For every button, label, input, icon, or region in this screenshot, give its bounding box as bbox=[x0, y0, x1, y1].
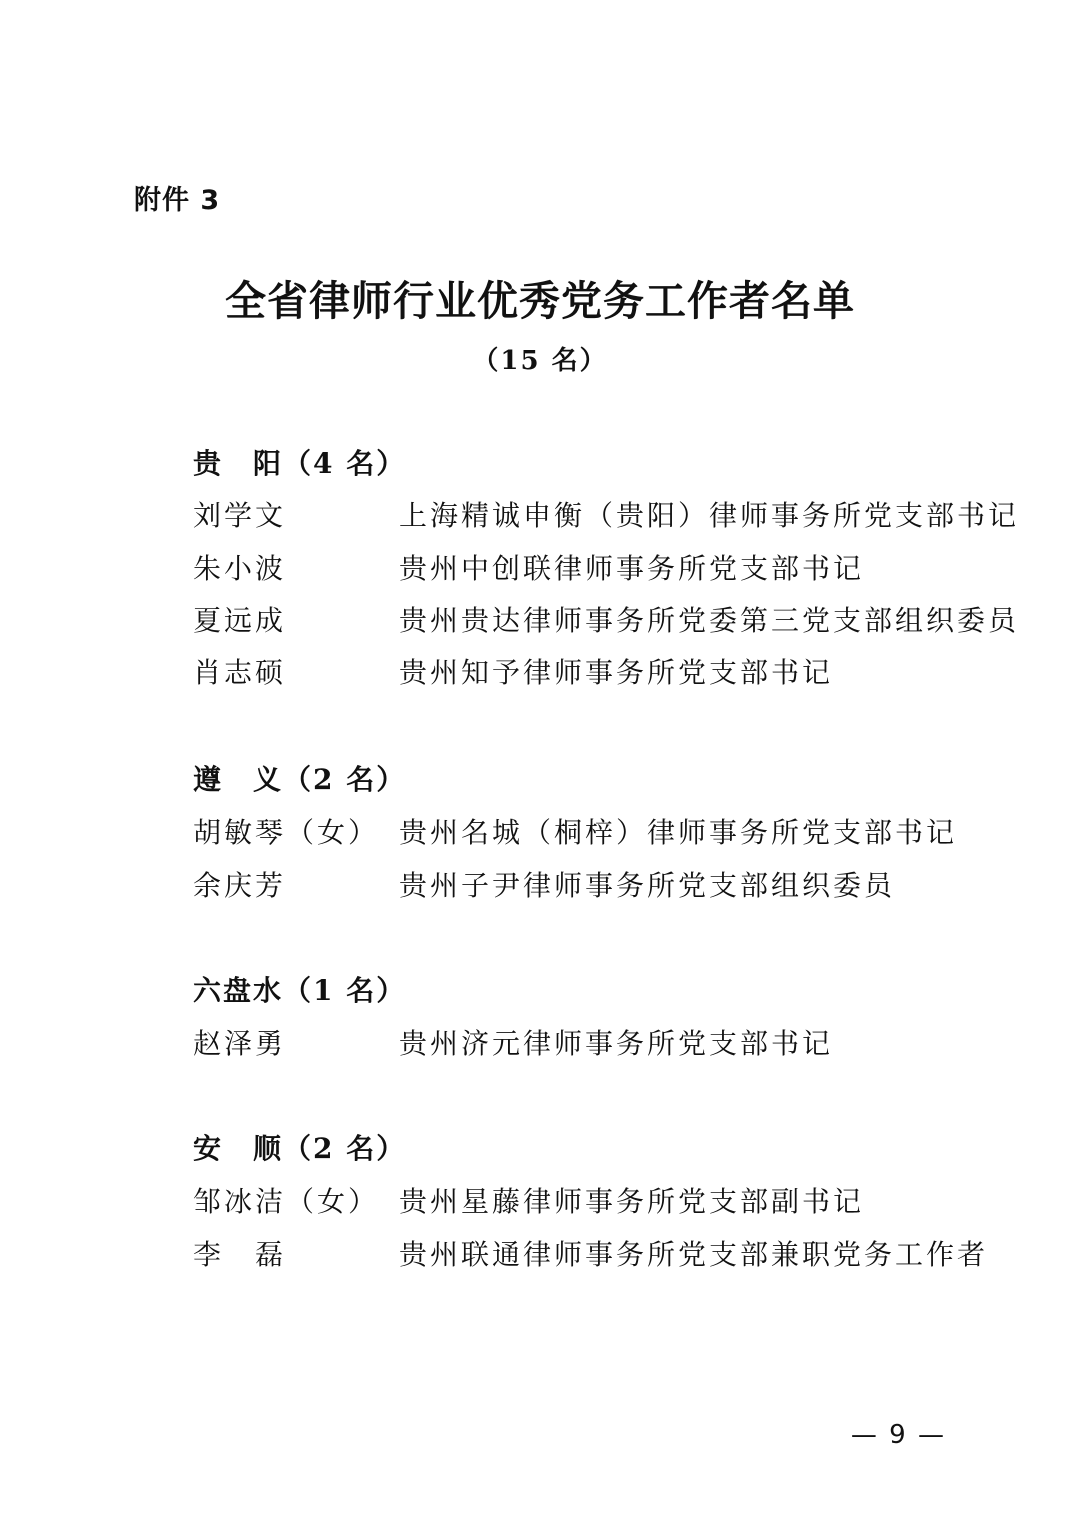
person-name: 李 磊 bbox=[193, 1238, 287, 1271]
person-name: 肖志硕 bbox=[193, 656, 287, 689]
person-role: 贵州知予律师事务所党支部书记 bbox=[399, 656, 834, 689]
person-role: 贵州名城（桐梓）律师事务所党支部书记 bbox=[399, 816, 958, 849]
list-item bbox=[0, 864, 1080, 904]
person-name: 夏远成 bbox=[193, 604, 287, 637]
list-item bbox=[0, 547, 1080, 587]
list-item bbox=[0, 494, 1080, 534]
person-role: 贵州中创联律师事务所党支部书记 bbox=[399, 552, 865, 585]
person-role: 贵州联通律师事务所党支部兼职党务工作者 bbox=[399, 1238, 989, 1271]
region-heading-liupanshui: 六盘水（1 名） bbox=[193, 974, 407, 1007]
person-name: 朱小波 bbox=[193, 552, 287, 585]
attachment-label: 附件 3 bbox=[134, 185, 221, 216]
person-name: 胡敏琴（女） bbox=[193, 816, 380, 849]
person-name: 余庆芳 bbox=[193, 869, 287, 902]
page-number: — 9 — bbox=[850, 1420, 946, 1450]
person-role: 贵州贵达律师事务所党委第三党支部组织委员 bbox=[399, 604, 1020, 637]
total-count: （15 名） bbox=[472, 346, 608, 376]
person-name: 邹冰洁（女） bbox=[193, 1185, 380, 1218]
person-name: 刘学文 bbox=[193, 499, 287, 532]
person-role: 贵州子尹律师事务所党支部组织委员 bbox=[399, 869, 896, 902]
list-item bbox=[0, 1180, 1080, 1220]
region-heading-guiyang: 贵 阳（4 名） bbox=[193, 447, 407, 480]
list-item bbox=[0, 811, 1080, 851]
region-heading-anshun: 安 顺（2 名） bbox=[193, 1132, 407, 1165]
list-item bbox=[0, 651, 1080, 691]
person-role: 上海精诚申衡（贵阳）律师事务所党支部书记 bbox=[399, 499, 1020, 532]
list-item bbox=[0, 1022, 1080, 1062]
document-title: 全省律师行业优秀党务工作者名单 bbox=[225, 277, 855, 325]
region-heading-zunyi: 遵 义（2 名） bbox=[193, 763, 407, 796]
person-name: 赵泽勇 bbox=[193, 1027, 287, 1060]
list-item bbox=[0, 599, 1080, 639]
person-role: 贵州星藤律师事务所党支部副书记 bbox=[399, 1185, 865, 1218]
person-role: 贵州济元律师事务所党支部书记 bbox=[399, 1027, 834, 1060]
list-item bbox=[0, 1233, 1080, 1273]
